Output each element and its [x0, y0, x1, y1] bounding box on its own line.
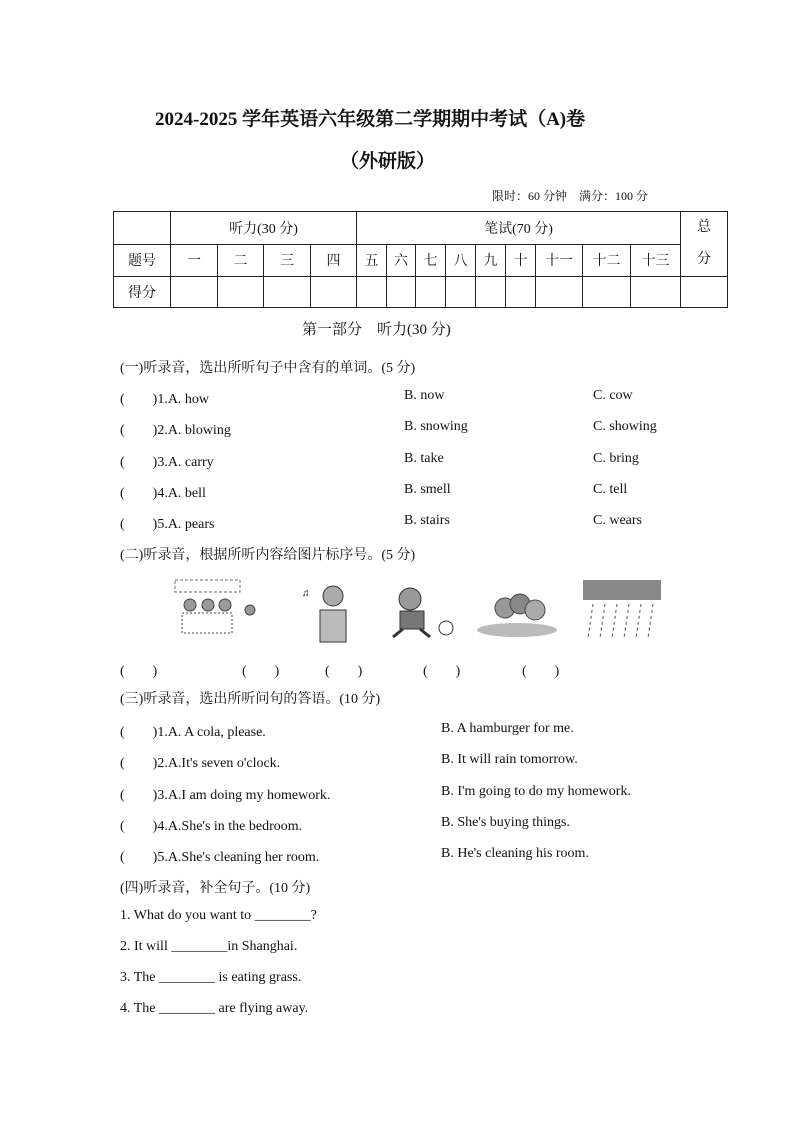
q-num: 十二	[583, 244, 631, 277]
option-b[interactable]: B. take	[404, 450, 444, 466]
exam-title: 2024-2025 学年英语六年级第二学期期中考试（A)卷	[155, 109, 586, 130]
question-option-a[interactable]: ( )2.A. blowing	[120, 423, 231, 439]
option-b[interactable]: B. stairs	[404, 513, 450, 529]
fill-in-sentence[interactable]: 3. The ________ is eating grass.	[120, 970, 302, 985]
exam-subtitle: （外研版）	[340, 151, 436, 172]
s4-heading: (四)听录音，补全句子。(10 分)	[120, 881, 311, 896]
rain-picture	[583, 580, 661, 642]
q-num: 一	[171, 244, 218, 277]
option-b[interactable]: B. smell	[404, 481, 451, 497]
option-b[interactable]: B. snowing	[404, 419, 468, 435]
q-num: 六	[387, 244, 416, 277]
score-cell[interactable]	[264, 277, 311, 308]
total-header	[681, 212, 728, 277]
q-num: 三	[264, 244, 311, 277]
crowd-picture	[170, 575, 270, 640]
score-cell[interactable]	[387, 277, 416, 308]
s2-heading: (二)听录音，根据所听内容给图片标序号。(5 分)	[120, 548, 416, 563]
option-b[interactable]: B. She's buying things.	[441, 814, 570, 830]
picture-answer-blank[interactable]: ( )	[120, 664, 158, 679]
option-b[interactable]: B. It will rain tomorrow.	[441, 752, 578, 768]
score-cell[interactable]	[631, 277, 681, 308]
question-option-a[interactable]: ( )1.A. A cola, please.	[120, 725, 266, 740]
question-option-a[interactable]: ( )3.A.I am doing my homework.	[120, 787, 331, 803]
option-b[interactable]: B. He's cleaning his room.	[441, 846, 589, 862]
option-c[interactable]: C. tell	[593, 481, 628, 497]
score-cell[interactable]	[536, 277, 583, 308]
question-option-a[interactable]: ( )4.A. bell	[120, 485, 206, 501]
boy-football-picture	[388, 585, 458, 640]
singing-man-picture	[300, 582, 355, 644]
option-b[interactable]: B. now	[404, 388, 445, 403]
q-num: 五	[357, 244, 387, 277]
picture-answer-blank[interactable]: ( )	[242, 664, 280, 679]
score-cell[interactable]	[311, 277, 357, 308]
row-label: 题号	[114, 244, 171, 277]
listening-header: 听力(30 分)	[171, 212, 357, 245]
total-top: 总	[697, 220, 711, 235]
question-option-a[interactable]: ( )1.A. how	[120, 392, 210, 407]
blank-cell	[114, 212, 171, 245]
score-cell[interactable]	[357, 277, 387, 308]
option-c[interactable]: C. wears	[593, 513, 642, 529]
option-b[interactable]: B. I'm going to do my homework.	[441, 783, 631, 799]
question-option-a[interactable]: ( )2.A.It's seven o'clock.	[120, 756, 281, 772]
question-option-a[interactable]: ( )5.A. pears	[120, 517, 215, 533]
q-num: 十一	[536, 244, 583, 277]
question-option-a[interactable]: ( )3.A. carry	[120, 454, 214, 470]
fill-in-sentence[interactable]: 2. It will ________in Shanghai.	[120, 939, 298, 954]
picture-answer-blank[interactable]: ( )	[325, 664, 363, 679]
writing-header: 笔试(70 分)	[357, 212, 681, 245]
question-option-a[interactable]: ( )5.A.She's cleaning her room.	[120, 850, 320, 866]
option-c[interactable]: C. bring	[593, 450, 639, 466]
q-num: 九	[476, 244, 506, 277]
score-cell[interactable]	[171, 277, 218, 308]
score-table	[113, 211, 728, 308]
svg-text:♫: ♫	[302, 588, 310, 599]
score-cell[interactable]	[218, 277, 264, 308]
score-cell[interactable]	[476, 277, 506, 308]
option-c[interactable]: C. cow	[593, 388, 633, 403]
fill-in-sentence[interactable]: 1. What do you want to ________?	[120, 908, 317, 923]
q-num: 八	[446, 244, 476, 277]
total-bottom: 分	[697, 252, 711, 267]
score-label: 得分	[114, 277, 171, 308]
exam-meta: 限时：60 分钟 满分：100 分	[492, 189, 649, 203]
q-num: 十	[506, 244, 536, 277]
option-c[interactable]: C. showing	[593, 419, 657, 435]
question-option-a[interactable]: ( )4.A.She's in the bedroom.	[120, 818, 303, 834]
score-cell[interactable]	[681, 277, 728, 308]
q-num: 二	[218, 244, 264, 277]
score-cell[interactable]	[506, 277, 536, 308]
fill-in-sentence[interactable]: 4. The ________ are flying away.	[120, 1001, 309, 1016]
picture-answer-blank[interactable]: ( )	[522, 664, 560, 679]
score-cell[interactable]	[446, 277, 476, 308]
s3-heading: (三)听录音，选出所听问句的答语。(10 分)	[120, 692, 381, 707]
q-num: 四	[311, 244, 357, 277]
q-num: 七	[416, 244, 446, 277]
s1-heading: (一)听录音，选出所听句子中含有的单词。(5 分)	[120, 361, 416, 376]
q-num: 十三	[631, 244, 681, 277]
option-b[interactable]: B. A hamburger for me.	[441, 721, 574, 736]
picture-answer-blank[interactable]: ( )	[423, 664, 461, 679]
score-cell[interactable]	[583, 277, 631, 308]
kite-picture	[475, 590, 560, 640]
score-cell[interactable]	[416, 277, 446, 308]
part1-heading: 第一部分 听力(30 分)	[302, 322, 451, 338]
